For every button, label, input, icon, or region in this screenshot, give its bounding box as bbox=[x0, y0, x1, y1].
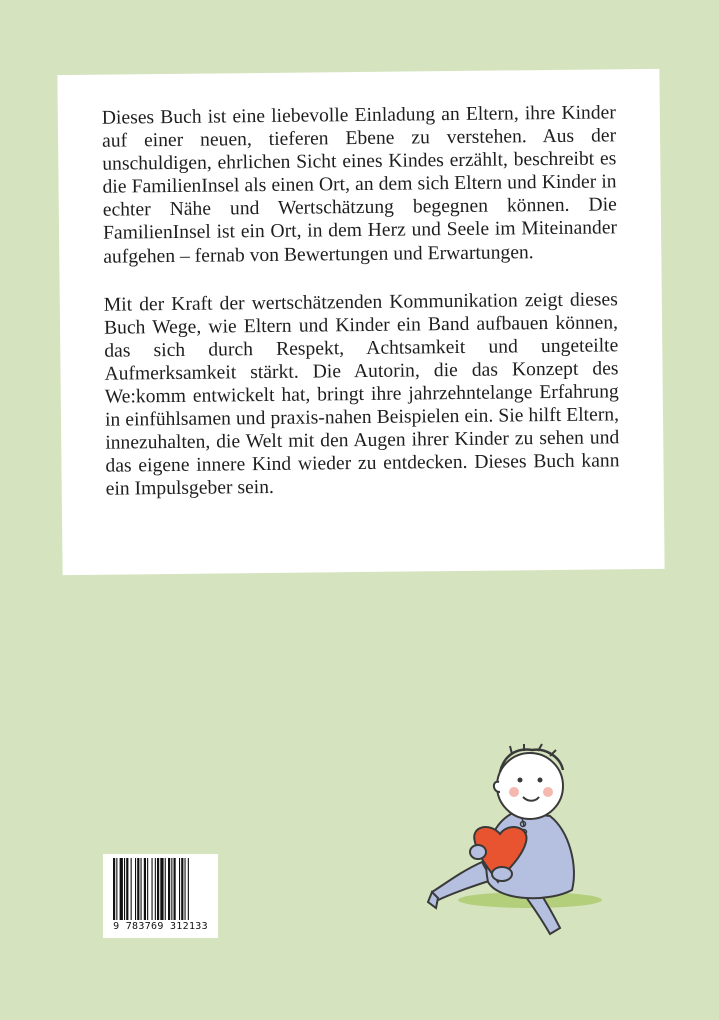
description-paragraph-1: Dieses Buch ist eine liebevolle Einladung an Eltern, ihre Kinder auf einer neuen, tieferen Ebene zu verstehen. Aus der unschuldigen, ehrlichen Sicht eines Kindes erzählt, beschreibt es die FamilienInsel als einen Ort, an dem sich Eltern und Kinder in echter Nähe und Wertschätzung begegnen können. Die FamilienInsel ist ein Ort, in dem Herz und Seele im Miteinander aufgehen – fernab von Bewertungen und Erwartungen. bbox=[101, 102, 618, 268]
description-paragraph-2: Mit der Kraft der wertschätzenden Kommunikation zeigt dieses Buch Wege, wie Eltern und Kinder ein Band aufbauen können, das sich durch Respekt, Achtsamkeit und ungeteilte Aufmerksamkeit stärkt. Die Autorin, die das Konzept des We:komm entwickelt hat, bringt ihre jahrzehntelange Erfahrung in einfühlsamen und praxis-nahen Beispielen ein. Sie hilft Eltern, innezuhalten, die Welt mit den Augen ihrer Kinder zu sehen und das eigene innere Kind wieder zu entdecken. Dieses Buch kann ein Impulsgeber sein. bbox=[103, 288, 620, 501]
barcode-bar bbox=[147, 858, 148, 920]
barcode-bar bbox=[135, 858, 136, 920]
barcode-bar bbox=[188, 858, 189, 920]
barcode-bar bbox=[152, 858, 153, 920]
barcode-bar bbox=[174, 858, 176, 920]
barcode-bar bbox=[155, 858, 156, 920]
barcode-bar bbox=[124, 858, 125, 920]
text-card bbox=[57, 69, 664, 575]
barcode-bar bbox=[171, 858, 172, 920]
barcode-bar bbox=[179, 858, 180, 920]
barcode-bar bbox=[126, 858, 128, 920]
barcode-bar bbox=[141, 858, 142, 920]
barcode-bar bbox=[181, 858, 183, 920]
barcode bbox=[103, 854, 218, 938]
barcode-bar bbox=[165, 858, 166, 920]
barcode-bar bbox=[120, 858, 123, 920]
barcode-bar bbox=[157, 858, 159, 920]
barcode-bar bbox=[113, 858, 115, 920]
barcode-bar bbox=[144, 858, 146, 920]
barcode-bar bbox=[168, 858, 170, 920]
barcode-bar bbox=[116, 858, 117, 920]
isbn-number: 9 783769 312133 bbox=[113, 921, 208, 932]
child-hugging-heart-illustration bbox=[420, 742, 610, 942]
barcode-bar bbox=[131, 858, 132, 920]
barcode-bar bbox=[185, 858, 186, 920]
barcode-bar bbox=[160, 858, 163, 920]
barcode-bar bbox=[137, 858, 139, 920]
